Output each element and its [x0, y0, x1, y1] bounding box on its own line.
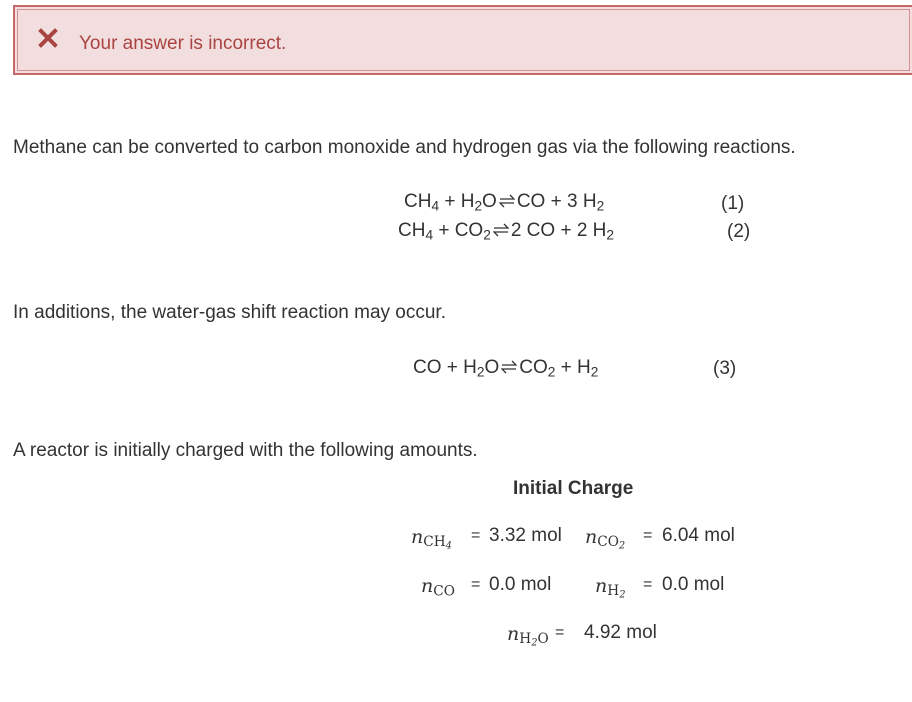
reaction-1-number: (1) [721, 193, 745, 214]
n-co-label: $n_{CO}$ [421, 575, 455, 600]
n-h2-value: 0.0 mol [662, 574, 725, 595]
n-ch4-label: $n_{CH_4}$ [411, 526, 452, 552]
reaction-3-number: (3) [713, 358, 737, 379]
reaction-3: CO + $H_2O$ $CO_2 + H_2$ [413, 357, 599, 380]
reaction-1: $CH_4 + H_2O$ CO + 3 $H_2$ [404, 191, 605, 214]
charge-text: A reactor is initially charged with the following amounts. [13, 440, 478, 461]
n-co-value: 0.0 mol [489, 574, 552, 595]
reaction-2-number: (2) [727, 221, 751, 242]
n-h2-label: $n_{H_2}$ [595, 575, 626, 601]
error-banner [13, 5, 912, 75]
equals-sign: = [471, 527, 481, 544]
equals-sign: = [643, 527, 653, 544]
equilibrium-arrows-icon [499, 194, 515, 208]
intro-text: Methane can be converted to carbon monoxide and hydrogen gas via the following reactions. [13, 137, 796, 158]
close-icon [37, 27, 59, 49]
equals-sign: = [643, 576, 653, 593]
n-co2-value: 6.04 mol [662, 525, 735, 546]
reaction-2: $CH_4 + CO_2$ 2 CO + 2 $H_2$ [398, 220, 615, 243]
equilibrium-arrows-icon [493, 223, 509, 237]
equals-sign: = [471, 576, 481, 593]
n-h2o-value: 4.92 mol [584, 622, 657, 643]
n-ch4-value: 3.32 mol [489, 525, 562, 546]
equals-sign: = [555, 624, 565, 641]
error-message: Your answer is incorrect. [79, 33, 287, 54]
shift-text: In additions, the water-gas shift reaction may occur. [13, 302, 446, 323]
equilibrium-arrows-icon [501, 360, 517, 374]
table-title: Initial Charge [513, 478, 634, 499]
n-co2-label: $n_{CO_2}$ [585, 526, 626, 552]
n-h2o-label: $n_{H_2O}$ [507, 623, 549, 649]
